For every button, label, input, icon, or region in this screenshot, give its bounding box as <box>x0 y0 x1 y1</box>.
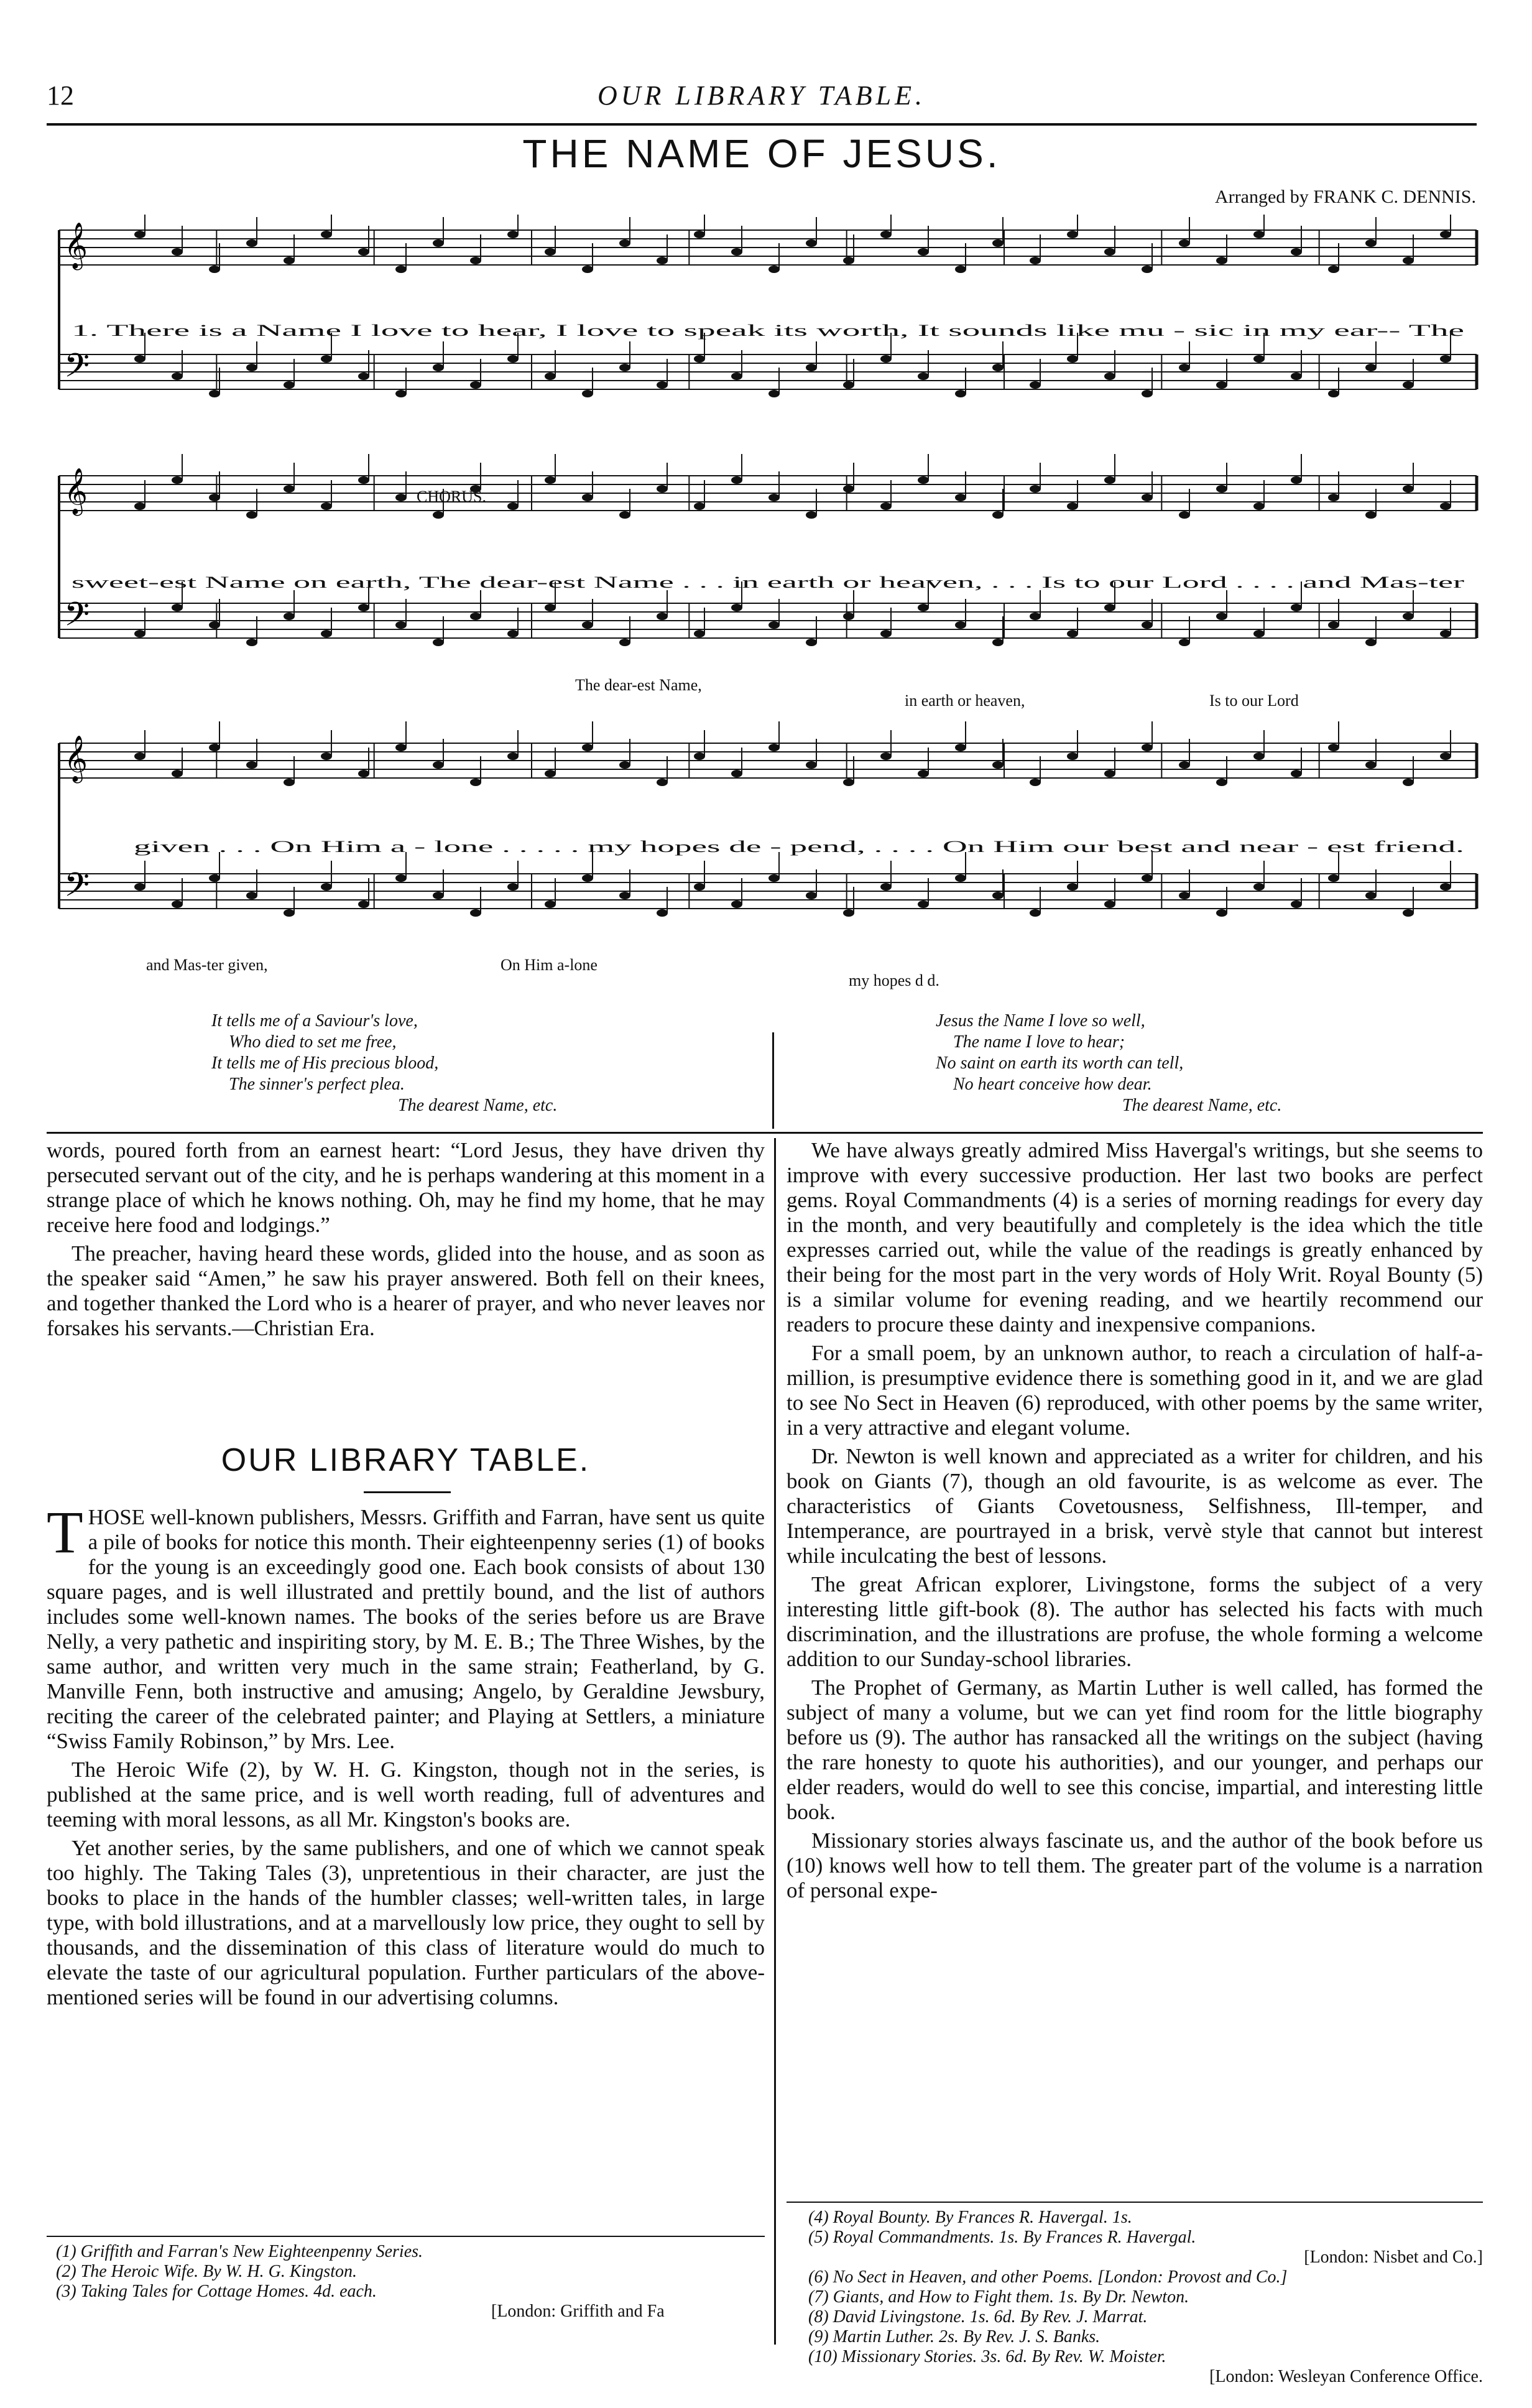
note-head <box>619 511 630 519</box>
verse-line: The name I love to hear; <box>953 1032 1125 1052</box>
note-head <box>395 494 407 501</box>
bass-lyric-3c: my hopes d d. <box>849 971 939 989</box>
verse-line: No heart conceive how dear. <box>953 1075 1152 1094</box>
note-head <box>470 779 481 786</box>
note-head <box>545 248 556 256</box>
clef-icon: 𝄢 <box>64 347 90 393</box>
note-head <box>1104 373 1115 380</box>
note-head <box>731 901 742 908</box>
note-head <box>918 901 929 908</box>
note-head <box>545 770 556 777</box>
note-head <box>843 485 854 493</box>
note-head <box>918 373 929 380</box>
note-head <box>1403 779 1414 786</box>
left-column-top <box>47 1138 765 1345</box>
note-head <box>246 511 257 519</box>
footnote-publisher: [London: Nisbet and Co.] <box>1304 2248 1483 2267</box>
note-head <box>1067 355 1078 363</box>
verse-line: It tells me of a Saviour's love, <box>211 1011 418 1030</box>
note-head <box>731 604 742 611</box>
library-paragraph: Yet another series, by the same publishers, and one of which we cannot speak too highly. The Taking Tales (3), unpretentious in their character, are just the books to place in the hands of the humbler classes; well-written tales, in large type, with bold illustrations, and at a marvellously low price, they ought to sell by thousands, and the dissemination of this class of literature would do much to elevate the taste of our agricultural population. Further particulars of the above-mentioned series will be found in our advertising columns. <box>47 1836 765 2009</box>
note-head <box>1253 355 1265 363</box>
note-head <box>1067 883 1078 891</box>
note-head <box>1253 502 1265 510</box>
note-head <box>1179 239 1190 247</box>
note-head <box>1216 909 1227 917</box>
note-head <box>507 883 519 891</box>
note-head <box>1365 239 1377 247</box>
verse-line: Who died to set me free, <box>229 1032 397 1052</box>
note-head <box>731 248 742 256</box>
note-head <box>1328 621 1339 629</box>
note-head <box>470 613 481 620</box>
note-head <box>619 364 630 371</box>
note-head <box>358 770 369 777</box>
note-head <box>246 239 257 247</box>
library-paragraph: The Heroic Wife (2), by W. H. G. Kingston, though not in the series, is published at the same price, and is well worth reading, full of adventures and teeming with moral lessons, as all Mr. Kingston's books are. <box>47 1757 765 1831</box>
note-head <box>1403 257 1414 264</box>
note-head <box>395 266 407 273</box>
note-head <box>918 604 929 611</box>
note-head <box>209 744 220 751</box>
clef-icon: 𝄞 <box>64 736 88 782</box>
note-head <box>172 248 183 256</box>
note-head <box>1328 744 1339 751</box>
review-paragraph: Dr. Newton is well known and appreciated as a writer for children, and his book on Giants (7), though an old favourite, is as welcome as ever. The characteristics of Giants Covetousness, Selfishness, Ill-temper, and Intemperance, are pourtrayed in a brisk, vervè style that cannot but interest while inculcating the best of lessons. <box>787 1444 1483 1568</box>
note-head <box>1104 476 1115 484</box>
note-head <box>1403 485 1414 493</box>
note-head <box>806 364 817 371</box>
note-head <box>358 604 369 611</box>
note-head <box>843 257 854 264</box>
note-head <box>1440 883 1451 891</box>
left-footnotes <box>56 2242 765 2322</box>
right-footnotes <box>808 2208 1483 2387</box>
chorus-label: CHORUS. <box>417 488 486 506</box>
bass-lyric-2c: Is to our Lord <box>1209 692 1299 710</box>
footnote: (4) Royal Bounty. By Frances R. Havergal. 1s. <box>808 2208 1132 2227</box>
note-head <box>992 239 1004 247</box>
note-head <box>172 476 183 484</box>
note-head <box>918 770 929 777</box>
right-column <box>787 1138 1483 1907</box>
note-head <box>134 883 145 891</box>
note-head <box>880 231 892 238</box>
library-paragraph <box>47 1499 765 1754</box>
note-head <box>246 364 257 371</box>
note-head <box>284 909 295 917</box>
dropcap: T <box>47 1499 83 1565</box>
note-head <box>1328 874 1339 882</box>
note-head <box>694 752 705 760</box>
lyrics-line-2: sweet-est Name on earth, The dear-est Name . . . in earth or heaven, . . . Is to our Lord . . . . and Mas-ter <box>72 573 1465 591</box>
note-head <box>1142 494 1153 501</box>
note-head <box>955 621 966 629</box>
note-head <box>1142 266 1153 273</box>
note-head <box>507 502 519 510</box>
note-head <box>358 248 369 256</box>
note-head <box>880 502 892 510</box>
note-head <box>545 373 556 380</box>
note-head <box>992 892 1004 899</box>
note-head <box>395 874 407 882</box>
note-head <box>433 239 444 247</box>
left-column-library <box>47 1499 765 2014</box>
verse-line: No saint on earth its worth can tell, <box>936 1054 1184 1073</box>
note-head <box>1365 639 1377 646</box>
note-head <box>1291 248 1302 256</box>
note-head <box>768 621 780 629</box>
note-head <box>358 476 369 484</box>
note-head <box>1179 511 1190 519</box>
note-head <box>284 257 295 264</box>
note-head <box>433 511 444 519</box>
song-arranger: Arranged by FRANK C. DENNIS. <box>1215 187 1476 207</box>
note-head <box>321 883 332 891</box>
note-head <box>1142 390 1153 397</box>
note-head <box>657 257 668 264</box>
note-head <box>246 639 257 646</box>
note-head <box>1216 257 1227 264</box>
note-head <box>1328 390 1339 397</box>
footnote: (9) Martin Luther. 2s. By Rev. J. S. Banks. <box>808 2327 1101 2346</box>
note-head <box>1104 770 1115 777</box>
note-head <box>657 613 668 620</box>
clef-icon: 𝄞 <box>64 223 88 269</box>
note-head <box>843 909 854 917</box>
note-head <box>358 373 369 380</box>
note-head <box>582 494 593 501</box>
note-head <box>694 502 705 510</box>
verse-line: The dearest Name, etc. <box>1122 1096 1282 1115</box>
bass-lyric-3b: On Him a-lone <box>501 956 598 974</box>
note-head <box>1179 639 1190 646</box>
note-head <box>918 476 929 484</box>
note-head <box>768 266 780 273</box>
note-head <box>806 239 817 247</box>
note-head <box>992 511 1004 519</box>
note-head <box>582 874 593 882</box>
section-rule <box>364 1491 451 1493</box>
note-head <box>433 639 444 646</box>
note-head <box>806 892 817 899</box>
note-head <box>284 613 295 620</box>
library-paragraph-text: HOSE well-known publishers, Messrs. Griffith and Farran, have sent us quite a pile of books for notice this month. Their eighteenpenny series (1) of books for the young is an exceedingly good one. Each book consists of about 130 square pages, and is well illustrated and prettily bound, and the list of authors includes some well-known names. The books of the series before us are Brave Nelly, a very pathetic and inspiriting story, by M. E. B.; The Three Wishes, by the same author, and written very much in the same strain; Featherland, by G. Manville Fenn, both instructive and amusing; Angelo, by Geraldine Jewsbury, reciting the career of the celebrated painter; and Playing at Settlers, a miniature “Swiss Family Robinson,” by Mrs. Lee. <box>47 1505 765 1753</box>
note-head <box>955 744 966 751</box>
note-head <box>545 901 556 908</box>
note-head <box>880 883 892 891</box>
note-head <box>806 761 817 769</box>
note-head <box>1142 621 1153 629</box>
review-paragraph: Missionary stories always fascinate us, and the author of the book before us (10) knows well how to tell them. The greater part of the volume is a narration of personal expe- <box>787 1828 1483 1902</box>
note-head <box>1067 630 1078 637</box>
footnote: (7) Giants, and How to Fight them. 1s. By Dr. Newton. <box>808 2287 1189 2307</box>
bass-lyric-3a: and Mas-ter given, <box>146 956 268 974</box>
note-head <box>1104 604 1115 611</box>
note-head <box>321 231 332 238</box>
note-head <box>880 752 892 760</box>
note-head <box>768 744 780 751</box>
footnote-publisher: [London: Wesleyan Conference Office. <box>1209 2367 1483 2386</box>
note-head <box>1291 373 1302 380</box>
note-head <box>134 231 145 238</box>
note-head <box>1365 511 1377 519</box>
note-head <box>321 355 332 363</box>
verse-line: The dearest Name, etc. <box>398 1096 558 1115</box>
note-head <box>246 892 257 899</box>
note-head <box>1030 485 1041 493</box>
note-head <box>1291 476 1302 484</box>
clef-icon: 𝄢 <box>64 866 90 912</box>
note-head <box>843 613 854 620</box>
bass-lyric-2b: in earth or heaven, <box>905 692 1025 710</box>
note-head <box>657 485 668 493</box>
note-head <box>582 266 593 273</box>
note-head <box>1253 630 1265 637</box>
note-head <box>1067 752 1078 760</box>
note-head <box>582 390 593 397</box>
music-staves <box>59 215 1477 917</box>
article-top-rule <box>47 1132 1483 1134</box>
note-head <box>1440 502 1451 510</box>
note-head <box>582 744 593 751</box>
note-head <box>470 909 481 917</box>
note-head <box>731 770 742 777</box>
note-head <box>507 355 519 363</box>
note-head <box>1142 874 1153 882</box>
note-head <box>545 476 556 484</box>
note-head <box>1179 761 1190 769</box>
note-head <box>1291 770 1302 777</box>
note-head <box>1030 613 1041 620</box>
note-head <box>806 511 817 519</box>
note-head <box>1216 613 1227 620</box>
verse-3 <box>936 1011 1495 1116</box>
note-head <box>619 639 630 646</box>
verse-divider <box>772 1032 774 1129</box>
note-head <box>1030 257 1041 264</box>
note-head <box>619 892 630 899</box>
note-head <box>433 364 444 371</box>
note-head <box>1440 630 1451 637</box>
note-head <box>1067 231 1078 238</box>
note-head <box>284 485 295 493</box>
running-title: OUR LIBRARY TABLE. <box>597 80 926 111</box>
note-head <box>880 630 892 637</box>
note-head <box>880 355 892 363</box>
note-head <box>1291 604 1302 611</box>
note-head <box>1328 266 1339 273</box>
note-head <box>694 231 705 238</box>
note-head <box>1365 761 1377 769</box>
note-head <box>172 770 183 777</box>
column-rule <box>774 1138 776 2345</box>
review-paragraph: The great African explorer, Livingstone, forms the subject of a very interesting little gift-book (8). The author has selected his facts with much discrimination, and the illustrations are profuse, the whole forming a welcome addition to our Sunday-school libraries. <box>787 1572 1483 1671</box>
note-head <box>1365 892 1377 899</box>
note-head <box>395 390 407 397</box>
note-head <box>284 381 295 389</box>
note-head <box>768 390 780 397</box>
note-head <box>657 909 668 917</box>
note-head <box>209 390 220 397</box>
note-head <box>1403 909 1414 917</box>
note-head <box>955 266 966 273</box>
note-head <box>955 494 966 501</box>
note-head <box>1291 901 1302 908</box>
note-head <box>694 883 705 891</box>
note-head <box>134 752 145 760</box>
note-head <box>1328 494 1339 501</box>
note-head <box>134 630 145 637</box>
song-title: THE NAME OF JESUS. <box>522 131 1001 176</box>
note-head <box>507 231 519 238</box>
note-head <box>321 752 332 760</box>
note-head <box>843 381 854 389</box>
sheet-music <box>47 215 1483 1004</box>
clef-icon: 𝄞 <box>64 468 88 514</box>
note-head <box>1440 752 1451 760</box>
note-head <box>246 761 257 769</box>
note-head <box>507 752 519 760</box>
note-head <box>768 494 780 501</box>
note-head <box>1030 779 1041 786</box>
note-head <box>806 639 817 646</box>
footnote: (3) Taking Tales for Cottage Homes. 4d. each. <box>56 2282 377 2301</box>
note-head <box>1216 779 1227 786</box>
note-head <box>619 761 630 769</box>
footnote-publisher: [London: Griffith and Fa <box>491 2302 665 2321</box>
note-head <box>470 381 481 389</box>
note-head <box>321 630 332 637</box>
note-head <box>1403 381 1414 389</box>
note-head <box>843 779 854 786</box>
story-paragraph: The preacher, having heard these words, glided into the house, and as soon as the speaker said “Amen,” he saw his prayer answered. Both fell on their knees, and together thanked the Lord who is a hearer of prayer, and who never leaves nor forsakes his servants.—Christian Era. <box>47 1241 765 1340</box>
note-head <box>1030 381 1041 389</box>
note-head <box>1179 892 1190 899</box>
note-head <box>1253 231 1265 238</box>
note-head <box>731 373 742 380</box>
note-head <box>209 621 220 629</box>
note-head <box>134 355 145 363</box>
note-head <box>1067 502 1078 510</box>
note-head <box>731 476 742 484</box>
note-head <box>209 494 220 501</box>
note-head <box>321 502 332 510</box>
footnote: (6) No Sect in Heaven, and other Poems. [London: Provost and Co.] <box>808 2267 1288 2287</box>
note-head <box>209 874 220 882</box>
note-head <box>1365 364 1377 371</box>
bass-lyric-2a: The dear-est Name, <box>575 676 702 694</box>
note-head <box>1104 901 1115 908</box>
note-head <box>1440 231 1451 238</box>
note-head <box>395 621 407 629</box>
note-head <box>1253 883 1265 891</box>
page-number: 12 <box>47 80 74 111</box>
lyrics-line-3: given . . . On Him a - lone . . . . . my hopes de - pend, . . . . On Him our best and near - est friend. <box>134 838 1464 856</box>
note-head <box>1216 381 1227 389</box>
note-head <box>955 874 966 882</box>
footnote: (8) David Livingstone. 1s. 6d. By Rev. J. Marrat. <box>808 2307 1148 2327</box>
note-head <box>657 381 668 389</box>
note-head <box>172 604 183 611</box>
note-head <box>433 892 444 899</box>
footnote-rule <box>47 2236 765 2237</box>
footnote: (5) Royal Commandments. 1s. By Frances R. Havergal. <box>808 2228 1196 2247</box>
note-head <box>992 639 1004 646</box>
note-head <box>1440 355 1451 363</box>
review-paragraph: For a small poem, by an unknown author, to reach a circulation of half-a-million, is presumptive evidence there is something good in it, and we are glad to see No Sect in Heaven (6) reproduced, with other poems by the same writer, in a very attractive and elegant volume. <box>787 1341 1483 1440</box>
lyrics-line-1: 1. There is a Name I love to hear, I love to speak its worth, It sounds like mu - sic in my ear-- The <box>72 322 1464 340</box>
verse-2 <box>211 1011 771 1116</box>
note-head <box>209 266 220 273</box>
note-head <box>395 744 407 751</box>
note-head <box>470 257 481 264</box>
note-head <box>433 761 444 769</box>
note-head <box>992 364 1004 371</box>
note-head <box>545 604 556 611</box>
note-head <box>284 779 295 786</box>
note-head <box>619 239 630 247</box>
note-head <box>1179 364 1190 371</box>
note-head <box>582 621 593 629</box>
header-rule <box>47 123 1477 126</box>
verse-line: The sinner's perfect plea. <box>229 1075 405 1094</box>
verse-line: Jesus the Name I love so well, <box>936 1011 1145 1030</box>
footnote: (10) Missionary Stories. 3s. 6d. By Rev. W. Moister. <box>808 2347 1166 2366</box>
note-head <box>1030 909 1041 917</box>
note-head <box>1253 752 1265 760</box>
note-head <box>768 874 780 882</box>
note-head <box>172 373 183 380</box>
note-head <box>694 630 705 637</box>
section-title: OUR LIBRARY TABLE. <box>221 1442 591 1478</box>
note-head <box>657 779 668 786</box>
note-head <box>1142 744 1153 751</box>
verse-line: It tells me of His precious blood, <box>211 1054 439 1073</box>
note-head <box>1403 613 1414 620</box>
review-paragraph: We have always greatly admired Miss Havergal's writings, but she seems to improve with every successive production. Her last two books are perfect gems. Royal Commandments (4) is a series of morning readings for every day in the month, and very beautifully and completely is the idea which the title expresses carried out, while the value of the readings is greatly enhanced by their being for the most part in the very words of Holy Writ. Royal Bounty (5) is a similar volume for evening reading, and we heartily recommend our readers to procure these dainty and inexpensive companions. <box>787 1138 1483 1336</box>
note-head <box>992 761 1004 769</box>
footnote: (2) The Heroic Wife. By W. H. G. Kingston. <box>56 2262 357 2281</box>
review-paragraph: The Prophet of Germany, as Martin Luther is well called, has formed the subject of many a volume, but we can yet find room for the little biography before us (9). The author has ransacked all the writings on the subject (having the rare honesty to quote his authorities), and our younger, and perhaps our elder readers, would do well to see this concise, impartial, and interesting little book. <box>787 1675 1483 1824</box>
note-head <box>134 502 145 510</box>
note-head <box>1104 248 1115 256</box>
footnote-rule <box>787 2202 1483 2203</box>
note-head <box>694 355 705 363</box>
page-header <box>47 80 1477 123</box>
footnote: (1) Griffith and Farran's New Eighteenpenny Series. <box>56 2242 423 2261</box>
note-head <box>172 901 183 908</box>
note-head <box>918 248 929 256</box>
note-head <box>955 390 966 397</box>
story-paragraph: words, poured forth from an earnest heart: “Lord Jesus, they have driven thy persecuted servant out of the city, and he is perhaps wandering at this moment in a strange place of which he knows nothing. Oh, may he find my home, that he may receive here food and lodgings.” <box>47 1138 765 1237</box>
note-head <box>358 901 369 908</box>
clef-icon: 𝄢 <box>64 596 90 642</box>
note-head <box>507 630 519 637</box>
note-head <box>1216 485 1227 493</box>
